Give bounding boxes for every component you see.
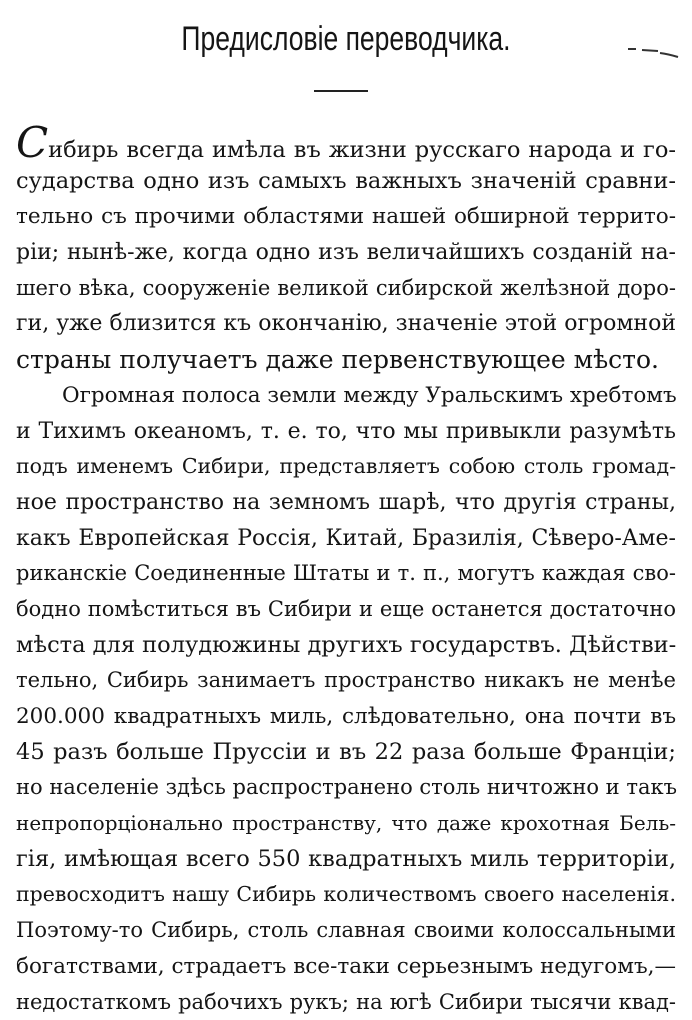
text-line: ріи; нынѣ-же, когда одно изъ величайшихъ созданій на- xyxy=(16,235,676,271)
text-line: сударства одно изъ самыхъ важныхъ значеній сравни- xyxy=(16,164,676,200)
text-line: Сибирь всегда имѣла въ жизни русскаго народа и го- xyxy=(16,128,676,164)
text-line: Огромная полоса земли между Уральскимъ хребтомъ xyxy=(16,378,676,414)
text-line: богатствами, страдаетъ все-таки серьезнымъ недугомъ,— xyxy=(16,949,676,985)
title-divider xyxy=(314,90,368,92)
body-text xyxy=(16,128,676,1020)
text-line: Поэтому-то Сибирь, столь славная своими колоссальными xyxy=(16,913,676,949)
text-line: тельно съ прочими областями нашей обширной террито- xyxy=(16,199,676,235)
text-line: тельно, Сибирь занимаетъ пространство никакъ не менѣе xyxy=(16,663,676,699)
text-line: бодно помѣститься въ Сибири и еще останется достаточно xyxy=(16,592,676,628)
text-line: ги, уже близится къ окончанію, значеніе этой огромной xyxy=(16,306,676,342)
text-line: шего вѣка, сооруженіе великой сибирской желѣзной доро- xyxy=(16,271,676,307)
text-line: мѣста для полудюжины другихъ государствъ. Дѣйстви- xyxy=(16,628,676,664)
text-line: и Тихимъ океаномъ, т. е. то, что мы привыкли разумѣть xyxy=(16,414,676,450)
drop-cap: С xyxy=(16,118,48,167)
text-line: подъ именемъ Сибири, представляетъ собою столь громад- xyxy=(16,449,676,485)
text-line: гія, имѣющая всего 550 квадратныхъ миль территоріи, xyxy=(16,842,676,878)
text-line: какъ Европейская Россія, Китай, Бразилія, Сѣверо-Аме- xyxy=(16,521,676,557)
text-line: 45 разъ больше Пруссіи и въ 22 раза больше Франціи; xyxy=(16,735,676,771)
text-line: 200.000 квадратныхъ миль, слѣдовательно, она почти въ xyxy=(16,699,676,735)
text-line: превосходитъ нашу Сибирь количествомъ своего населенія. xyxy=(16,877,676,913)
text-line: но населеніе здѣсь распространено столь ничтожно и такъ xyxy=(16,770,676,806)
page-title: Предисловіе переводчика. xyxy=(76,14,616,64)
text-line: страны получаетъ даже первенствующее мѣсто. xyxy=(16,342,676,378)
margin-pencil-mark xyxy=(626,44,680,58)
text-line: риканскіе Соединенные Штаты и т. п., могутъ каждая сво- xyxy=(16,556,676,592)
text-line: недостаткомъ рабочихъ рукъ; на югѣ Сибири тысячи квад- xyxy=(16,985,676,1020)
text-line: ное пространство на земномъ шарѣ, что другія страны, xyxy=(16,485,676,521)
text-line: непропорціонально пространству, что даже крохотная Бель- xyxy=(16,806,676,842)
